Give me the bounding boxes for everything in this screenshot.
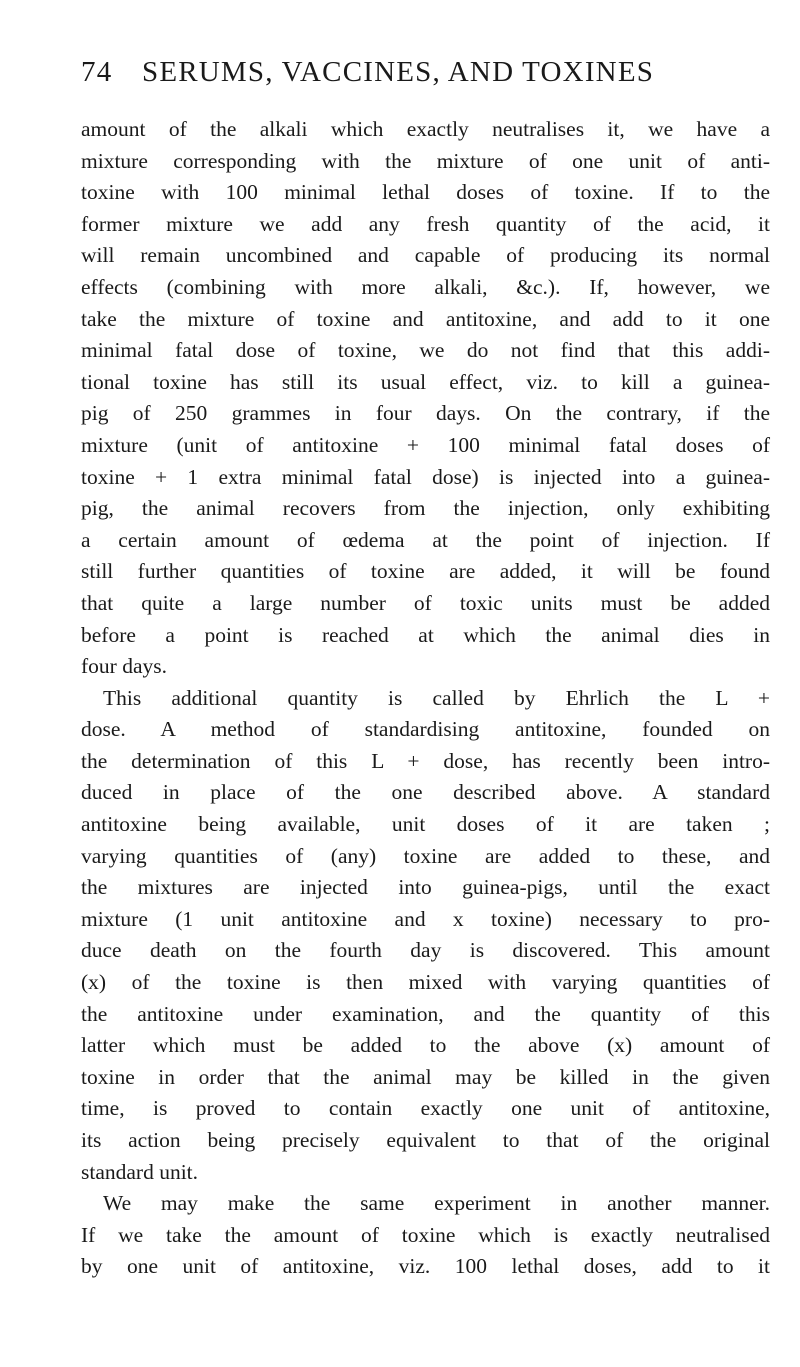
text-line: dose. A method of standardising antitoxine, founded on xyxy=(81,717,770,742)
text-line: its action being precisely equivalent to that of the original xyxy=(81,1128,770,1152)
text-line: before a point is reached at which the animal dies in xyxy=(81,622,770,647)
text-line: We may make the same experiment in another manner. xyxy=(103,1191,770,1216)
page-number: 74 xyxy=(81,56,113,88)
text-line: latter which must be added to the above (x) amount of xyxy=(81,1033,770,1058)
text-line: by one unit of antitoxine, viz. 100 lethal doses, add to it xyxy=(81,1254,770,1279)
text-line: toxine with 100 minimal lethal doses of toxine. If to the xyxy=(81,180,770,205)
text-line: toxine in order that the animal may be killed in the given xyxy=(81,1064,770,1089)
text-line: mixture (1 unit antitoxine and x toxine) necessary to pro- xyxy=(81,906,770,931)
text-line: that quite a large number of toxic units must be added xyxy=(81,590,770,615)
text-line: varying quantities of (any) toxine are added to these, and xyxy=(81,843,770,868)
running-title: SERUMS, VACCINES, AND TOXINES xyxy=(142,56,655,88)
page-header xyxy=(81,52,770,92)
text-line: antitoxine being available, unit doses of it are taken ; xyxy=(81,812,770,837)
text-line: amount of the alkali which exactly neutralises it, we have a xyxy=(81,117,770,141)
text-line: will remain uncombined and capable of producing its normal xyxy=(81,243,770,268)
text-line: the antitoxine under examination, and the quantity of this xyxy=(81,1001,770,1026)
text-line: effects (combining with more alkali, &c.). If, however, we xyxy=(81,274,770,299)
paragraph xyxy=(81,683,770,1189)
text-line: tional toxine has still its usual effect, viz. to kill a guinea- xyxy=(81,369,770,394)
text-line: the determination of this L + dose, has recently been intro- xyxy=(81,748,770,773)
text-line: standard unit. xyxy=(81,1159,199,1184)
text-line: This additional quantity is called by Ehrlich the L + xyxy=(103,685,770,710)
text-line: minimal fatal dose of toxine, we do not find that this addi- xyxy=(81,338,770,363)
text-line: (x) of the toxine is then mixed with varying quantities of xyxy=(81,970,770,995)
text-line: the mixtures are injected into guinea-pigs, until the exact xyxy=(81,875,770,900)
text-line: pig, the animal recovers from the injection, only exhibiting xyxy=(81,496,770,521)
text-line: take the mixture of toxine and antitoxine, and add to it one xyxy=(81,306,770,331)
text-line: mixture (unit of antitoxine + 100 minimal fatal doses of xyxy=(81,432,770,457)
text-line: a certain amount of œdema at the point of injection. If xyxy=(81,527,770,552)
text-line: duced in place of the one described above. A standard xyxy=(81,780,770,805)
paragraph xyxy=(81,1188,770,1283)
text-line: duce death on the fourth day is discovered. This amount xyxy=(81,938,770,963)
text-line: former mixture we add any fresh quantity of the acid, it xyxy=(81,211,770,236)
text-line: toxine + 1 extra minimal fatal dose) is injected into a guinea- xyxy=(81,464,770,489)
paragraph xyxy=(81,114,770,683)
text-line: still further quantities of toxine are added, it will be found xyxy=(81,559,770,584)
text-line: mixture corresponding with the mixture of one unit of anti- xyxy=(81,148,770,173)
text-line: If we take the amount of toxine which is exactly neutralised xyxy=(81,1222,770,1247)
body-text xyxy=(81,114,770,1283)
text-line: time, is proved to contain exactly one unit of antitoxine, xyxy=(81,1096,770,1121)
text-line: four days. xyxy=(81,654,167,679)
text-line: pig of 250 grammes in four days. On the contrary, if the xyxy=(81,401,770,426)
